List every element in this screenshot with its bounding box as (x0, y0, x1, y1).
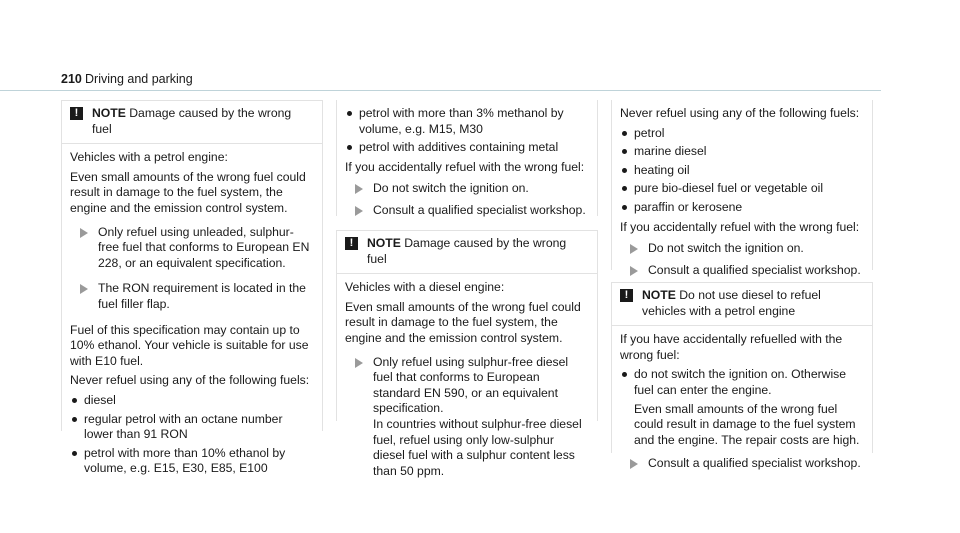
instruction-step (70, 225, 314, 272)
step-text: Consult a qualified specialist workshop. (648, 262, 861, 277)
step-text: Do not switch the ignition on. (373, 181, 529, 196)
instruction-step (345, 355, 589, 480)
step-arrow-icon (630, 459, 638, 469)
step-arrow-icon (80, 284, 88, 294)
note-title: Damage caused by the wrong fuel (367, 236, 567, 266)
column-1 (61, 100, 323, 476)
step-text: Only refuel using sulphur-free diesel fuel that conforms to European standard EN 590, or an equivalent specification. (373, 354, 569, 416)
list-item: paraffin or kerosene (620, 200, 864, 216)
column-3 (611, 100, 873, 471)
fuel-list (345, 106, 589, 156)
step-arrow-icon (630, 244, 638, 254)
note-label: NOTE (642, 288, 676, 302)
note-header (62, 101, 322, 144)
step-text: The RON requirement is located in the fuel filler flap. (98, 281, 306, 311)
note-title: Do not use diesel to refuel vehicles with a petrol engine (642, 288, 821, 318)
list-item: marine diesel (620, 144, 864, 160)
note-header (337, 231, 597, 274)
list-item: petrol with additives containing metal (345, 140, 589, 156)
note-intro: Vehicles with a diesel engine: (345, 280, 505, 295)
note-continuation (611, 100, 873, 277)
note-label: NOTE (367, 236, 401, 250)
note-paragraph: Even small amounts of the wrong fuel could result in damage to the fuel system, the engine and the emission control system. (70, 169, 306, 215)
instruction-step (620, 241, 864, 257)
note-continuation (336, 100, 598, 216)
instruction-step (620, 456, 864, 472)
page-number: 210 (61, 72, 82, 86)
warning-icon: ! (70, 107, 83, 120)
list-item-text: Even small amounts of the wrong fuel could result in damage to the fuel system and the engine. The repair costs are high. (634, 401, 860, 447)
page-header (0, 72, 881, 91)
note-label: NOTE (92, 106, 126, 120)
column-2 (336, 100, 598, 478)
list-item: regular petrol with an octane number lower than 91 RON (70, 412, 314, 443)
section-title: Driving and parking (85, 72, 193, 86)
list-item: petrol (620, 126, 864, 142)
list-item: heating oil (620, 163, 864, 179)
list-item-text: do not switch the ignition on. Otherwise fuel can enter the engine. (634, 367, 847, 397)
note-body (337, 274, 597, 497)
list-item: pure bio-diesel fuel or vegetable oil (620, 181, 864, 197)
step-arrow-icon (80, 228, 88, 238)
note-paragraph: Even small amounts of the wrong fuel could result in damage to the fuel system, the engine and the emission control system. (345, 299, 581, 345)
note-box-diesel-in-petrol (611, 282, 873, 471)
warning-icon: ! (345, 237, 358, 250)
note-paragraph: Fuel of this specification may contain up to 10% ethanol. Your vehicle is suitable for use with E10 fuel. (70, 322, 309, 368)
note-box-wrong-fuel-petrol (61, 100, 323, 476)
note-header (612, 283, 872, 326)
note-paragraph: If you accidentally refuel with the wrong fuel: (620, 219, 860, 234)
step-arrow-icon (355, 358, 363, 368)
note-paragraph: Never refuel using any of the following fuels: (620, 106, 860, 120)
instruction-step (70, 281, 314, 312)
fuel-list (620, 126, 864, 216)
note-intro: Vehicles with a petrol engine: (70, 150, 228, 165)
step-text: In countries without sulphur-free diesel fuel, refuel using only low-sulphur diesel fuel with a sulphur content less than 50 ppm. (373, 416, 582, 478)
step-text: Consult a qualified specialist workshop. (373, 202, 586, 217)
note-paragraph: If you have accidentally refuelled with the wrong fuel: (620, 332, 843, 362)
list-item: petrol with more than 10% ethanol by volume, e.g. E15, E30, E85, E100 (70, 446, 314, 477)
note-body (62, 144, 322, 489)
step-text: Only refuel using unleaded, sulphur-free fuel that conforms to European EN 228, or an equivalent specification. (98, 224, 310, 270)
step-arrow-icon (355, 184, 363, 194)
instruction-step (345, 203, 589, 219)
fuel-list (70, 393, 314, 477)
list-item (620, 367, 864, 448)
note-paragraph: Never refuel using any of the following fuels: (70, 373, 310, 388)
step-arrow-icon (630, 266, 638, 276)
note-body (612, 326, 872, 490)
list-item: diesel (70, 393, 314, 409)
note-paragraph: If you accidentally refuel with the wrong fuel: (345, 159, 585, 174)
note-box-wrong-fuel-diesel (336, 230, 598, 478)
step-arrow-icon (355, 206, 363, 216)
step-text: Consult a qualified specialist workshop. (648, 456, 861, 471)
list-item: petrol with more than 3% methanol by volume, e.g. M15, M30 (345, 106, 589, 137)
note-title: Damage caused by the wrong fuel (92, 106, 292, 136)
instruction-step (345, 181, 589, 197)
warning-list (620, 367, 864, 448)
warning-icon: ! (620, 289, 633, 302)
step-text: Do not switch the ignition on. (648, 241, 804, 256)
instruction-step (620, 263, 864, 279)
